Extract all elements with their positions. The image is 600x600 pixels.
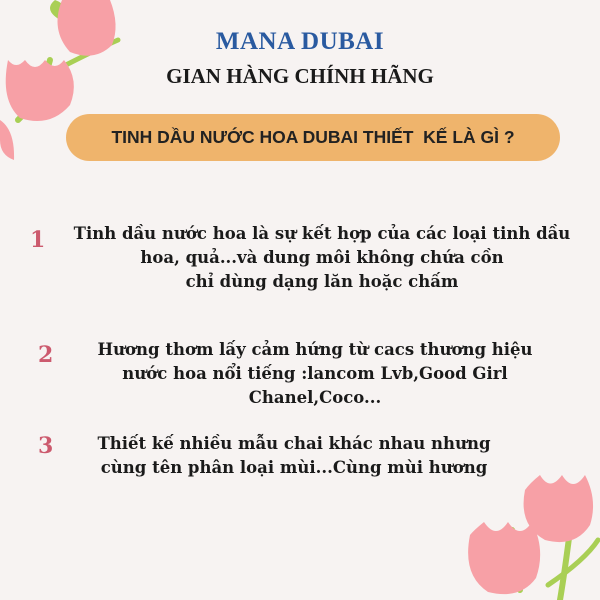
item-line: Hương thơm lấy cảm hứng từ cacs thương hiệu: [97, 340, 533, 359]
item-number: 1: [30, 227, 46, 253]
headline-banner: [66, 114, 560, 161]
item-line: cùng tên phân loại mùi...Cùng mùi hương: [100, 458, 488, 477]
headline-text: TINH DẦU NƯỚC HOA DUBAI THIẾT KẾ LÀ GÌ ?: [111, 127, 515, 147]
item-line: chỉ dùng dạng lăn hoặc chấm: [185, 272, 459, 291]
item-line: nước hoa nổi tiếng :lancom Lvb,Good Girl: [122, 364, 508, 383]
list-item: [80, 338, 550, 410]
brand-title: MANA DUBAI: [215, 28, 385, 55]
store-subtitle: GIAN HÀNG CHÍNH HÃNG: [166, 64, 434, 88]
item-line: Thiết kế nhiều mẫu chai khác nhau nhưng: [97, 434, 491, 453]
tulip-icon: [468, 475, 598, 600]
item-line: Chanel,Coco...: [248, 388, 382, 407]
item-line: hoa, quả...và dung môi không chứa cồn: [140, 248, 504, 267]
list-item: [74, 432, 514, 480]
item-number: 2: [38, 342, 54, 368]
item-number: 3: [38, 433, 54, 459]
list-item: [62, 222, 582, 294]
item-line: Tinh dầu nước hoa là sự kết hợp của các loại tinh dầu: [73, 224, 571, 243]
